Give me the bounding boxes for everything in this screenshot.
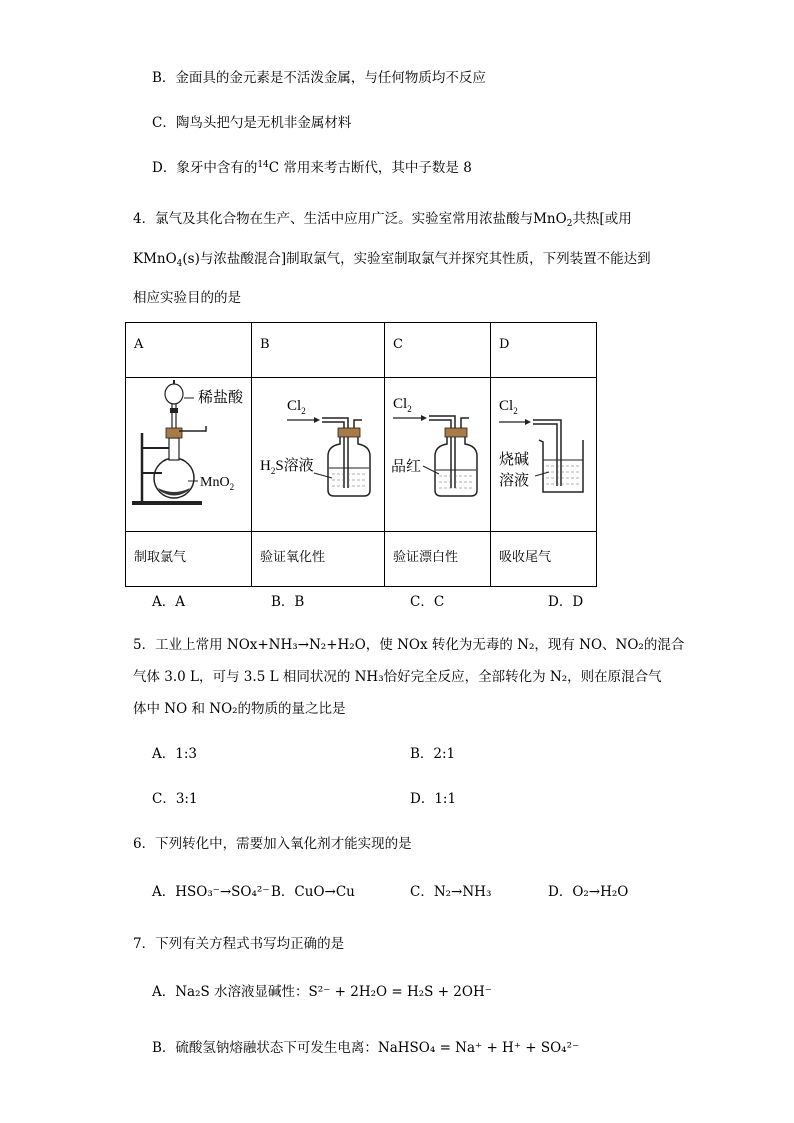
q6-option-a: A．HSO₃⁻→SO₄²⁻ [152,884,270,900]
h2s-bottle-figure [252,378,384,527]
q3-option-d-post: C 常用来考古断代，其中子数是 8 [268,160,472,176]
q5-stem-line3: 体中 NO 和 NO₂的物质的量之比是 [133,701,346,717]
q5-option-d: D．1:1 [410,791,457,807]
caption-a: 制取氯气 [126,532,252,587]
figure-b-gas-label: $Cl_2$ [287,398,306,416]
beaker-figure [491,378,596,527]
q4-stem-line1 [133,207,632,229]
q4-option-a: A．A [152,594,185,610]
q4-option-c: C．C [410,594,445,610]
q3-option-d-sup: 14 [257,160,269,170]
q5-option-b: B．2:1 [410,746,456,762]
caption-c: 验证漂白性 [385,532,491,587]
q6-option-d: D．O₂→H₂O [548,884,629,900]
fuchsin-bottle-figure [385,378,490,527]
q3-option-c: C．陶鸟头把勺是无机非金属材料 [152,115,352,131]
table-header-d: D [491,323,597,378]
q3-option-d-pre: D．象牙中含有的 [152,160,258,176]
q6-option-b: B．CuO→Cu [271,884,355,900]
q5-stem-line2: 气体 3.0 L，可与 3.5 L 相同状况的 NH₃恰好完全反应，全部转化为 N₂，则在原混合气 [133,669,662,685]
q6-stem: 6．下列转化中，需要加入氧化剂才能实现的是 [133,836,412,852]
figure-a-cell [126,378,252,532]
q7-option-a: A．Na₂S 水溶液显碱性：S²⁻ + 2H₂O = H₂S + 2OH⁻ [152,984,492,1000]
q4-line1-b: 共热[或用 [572,211,632,227]
q4-stem-line2 [133,247,651,269]
caption-b: 验证氧化性 [252,532,385,587]
figure-b-cell [252,378,385,532]
figure-c-liquid-label: 品红 [391,458,422,475]
q7-stem: 7．下列有关方程式书写均正确的是 [133,936,345,952]
q4-stem-line3: 相应实验目的的是 [133,290,241,306]
figure-a-label-acid: 稀盐酸 [198,389,244,406]
q4-line2-sub: 4 [176,259,183,269]
q3-option-d [152,156,472,176]
figure-d-gas-label: $Cl_2$ [499,398,518,416]
figure-d-liquid-label-1: 烧碱 [499,451,530,468]
q4-line2-a: KMnO [133,251,177,267]
figure-d-liquid-label-2: 溶液 [499,472,530,489]
table-header-a: A [126,323,252,378]
figure-c-gas-label: $Cl_2$ [393,396,412,414]
q5-stem-line1: 5．工业上常用 NOx+NH₃→N₂+H₂O，使 NOx 转化为无毒的 N₂，现有 NO、NO₂的混合 [133,637,685,653]
table-header-c: C [385,323,491,378]
q4-option-d: D．D [548,594,584,610]
q7-option-b: B．硫酸氢钠熔融状态下可发生电离：NaHSO₄ = Na⁺ + H⁺ + SO₄²⁻ [152,1040,580,1056]
figure-c-cell [385,378,491,532]
q4-line2-b: (s)与浓盐酸混合]制取氯气，实验室制取氯气并探究其性质，下列装置不能达到 [182,251,651,267]
q4-line1-a: 4．氯气及其化合物在生产、生活中应用广泛。实验室常用浓盐酸与MnO [133,211,567,227]
caption-d: 吸收尾气 [491,532,597,587]
table-header-b: B [252,323,385,378]
figure-b-liquid-label: $H_2S$溶液 [260,458,314,476]
q6-option-c: C．N₂→NH₃ [410,884,492,900]
q4-line1-sub: 2 [566,219,573,229]
q5-option-a: A．1:3 [152,746,197,762]
q4-apparatus-table [125,322,597,587]
q4-option-b: B．B [271,594,305,610]
q5-option-c: C．3:1 [152,791,198,807]
figure-d-cell [491,378,597,532]
figure-a-label-mno2: MnO$_2$ [200,475,235,492]
chlorine-generator-figure [126,378,251,527]
q3-option-b: B．金面具的金元素是不活泼金属，与任何物质均不反应 [152,70,486,86]
